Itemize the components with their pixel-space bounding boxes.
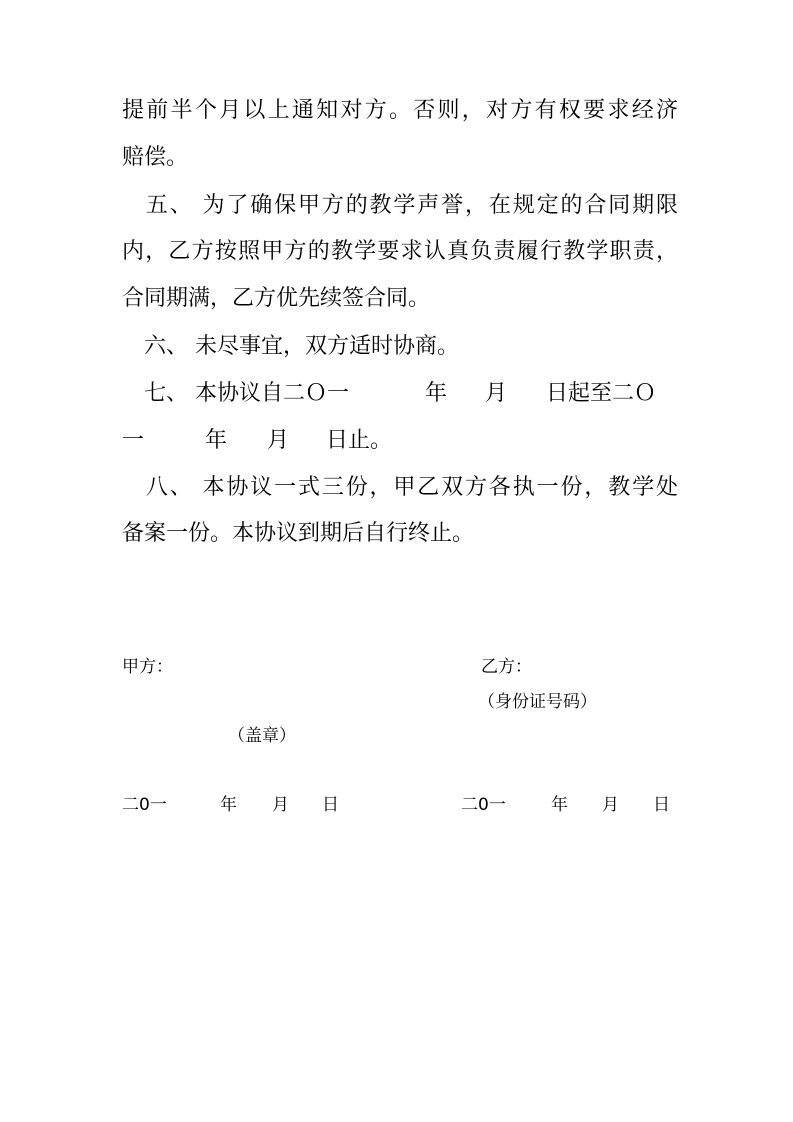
date-a-month: 月 xyxy=(272,795,289,815)
date-b-year: 年 xyxy=(551,795,568,815)
clause-5-line: 内，乙方按照甲方的教学要求认真负责履行教学职责， xyxy=(122,239,678,264)
clause-7-month-label-2: 月 xyxy=(267,428,290,453)
date-b-prefix: 二0一 xyxy=(461,795,506,815)
paragraph-line: 提前半个月以上通知对方。否则，对方有权要求经济 xyxy=(122,98,678,123)
clause-8-line: 备案一份。本协议到期后自行终止。 xyxy=(122,521,475,546)
clause-7-day-label: 日起至二Ｏ xyxy=(546,381,657,406)
seal-label: （盖章） xyxy=(228,726,296,746)
party-b-date xyxy=(461,793,701,817)
clause-8-line: 八、 本协议一式三份，甲乙双方各执一份，教学处 xyxy=(122,475,678,500)
date-a-day: 日 xyxy=(322,795,339,815)
clause-7-year-label: 年 xyxy=(425,381,448,406)
party-b-label: 乙方： xyxy=(481,657,532,677)
date-a-year: 年 xyxy=(220,795,237,815)
id-number-label: （身份证号码） xyxy=(478,692,597,712)
clause-5-line: 五、 为了确保甲方的教学声誉，在规定的合同期限 xyxy=(122,193,678,218)
clause-7-prefix: 七、 本协议自二Ｏ一 xyxy=(122,381,349,406)
clause-7-month-label: 月 xyxy=(485,381,508,406)
date-b-month: 月 xyxy=(602,795,619,815)
party-a-label: 甲方： xyxy=(122,657,173,677)
clause-7-prefix-2: 一 xyxy=(122,428,145,453)
clause-7-year-label-2: 年 xyxy=(205,428,228,453)
clause-7-day-label-2: 日止。 xyxy=(326,428,393,453)
paragraph-line: 赔偿。 xyxy=(122,145,189,170)
clause-5-line: 合同期满，乙方优先续签合同。 xyxy=(122,286,431,311)
party-a-date xyxy=(122,793,362,817)
date-b-day: 日 xyxy=(653,795,670,815)
date-a-prefix: 二0一 xyxy=(122,795,167,815)
clause-6-line: 六、 未尽事宜，双方适时协商。 xyxy=(122,334,459,359)
